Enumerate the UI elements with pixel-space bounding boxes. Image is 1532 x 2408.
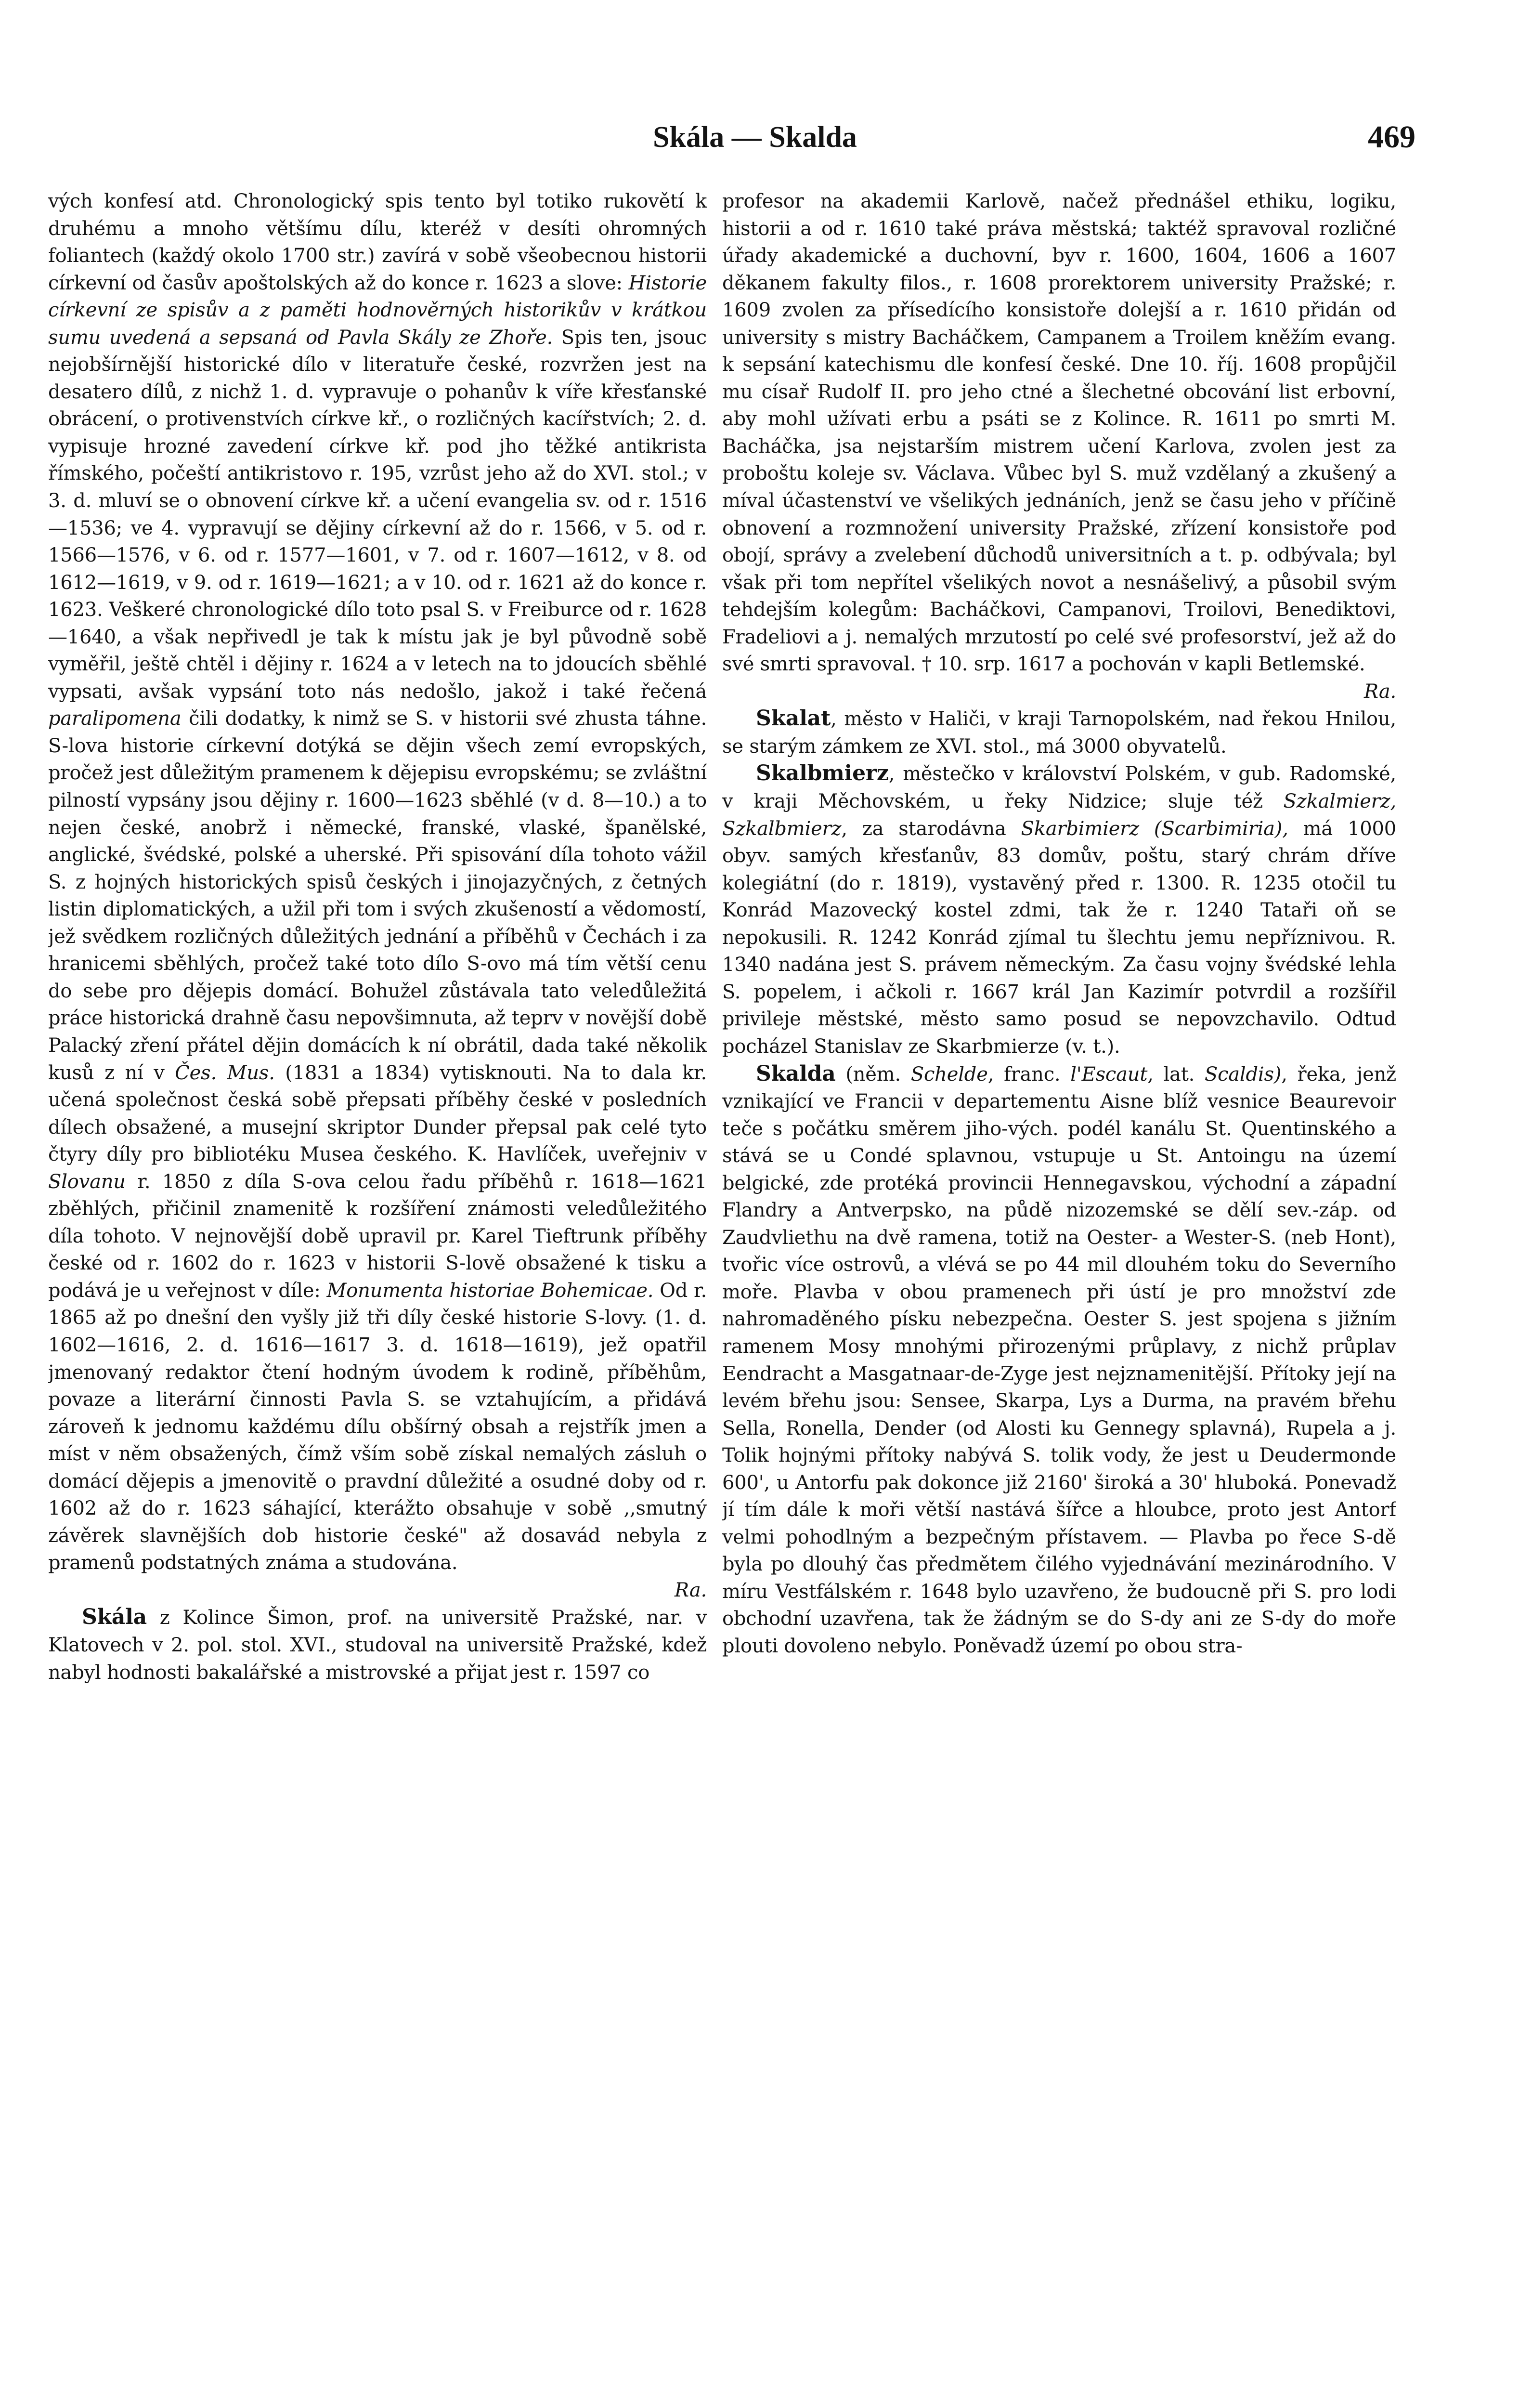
entry-skala-simon (48, 1604, 707, 1686)
italic-title: Monumenta historiae Bohemicae. (326, 1279, 654, 1302)
text-run: , městečko v království Polském, v gub. Radomské, v kraji Měchovském, u řeky Nidzice; sluje též (722, 763, 1396, 813)
text-run: čili dodatky, k nimž se S. v historii své zhusta táhne. S-lova historie církevní dotýká se dějin všech zemí evropských, pročež jest důležitým pramenem k dějepisu evropskému; se zvláštní pilností vypsány jsou dějiny r. 1600—1623 sběhlé (v d. 8—10.) a to nejen české, anobrž i německé, franské, vlaské, španělské, anglické, švédské, polské a uherské. Při spisování díla tohoto vážil S. z hojných historických spisů českých i jinojazyčných, z četných listin diplomatických, a užil při tom i svých zkušeností a vědomostí, jež svědkem rozličných důležitých jednání a příběhů v Čechách i za hranicemi sběhlých, pročež také toto dílo S-ovo má tím větší cenu do sebe pro dějepis domácí. Bohužel zůstávala tato veledůležitá práce historická drahně času nepovšimnuta, až teprv v novější době Palacký zření přátel dějin domácích k ní obrátil, dada také několik kusů z ní v (48, 707, 707, 1084)
italic-term: Szkalmierz, Szkalbmierz (722, 790, 1396, 840)
text-run: , řeka, jenž vznikající ve Francii v departementu Aisne blíž vesnice Beaurevoir teče s počátku směrem jiho-vých. podél kanálu St. Quentinského a stává se u Condé splavnou, vstupuje u St. Antoingu na území belgické, zde protéká provincii Hennegavskou, východní a západní Flandry a Antverpsko, na půdě nizozemské se dělí sev.-záp. od Zaudvliethu na dvě ramena, totiž na Oester- a Wester-S. (neb Hont), tvořic více ostrovů, a vlévá se po 44 mil dlouhém toku do Severního moře. Plavba v obou pramenech při ústí je pro množství zde nahromaděného písku nebezpečna. Oester S. jest spojena s jižním ramenem Mosy mnohými přirozenými průplavy, z nichž průplav Eendracht a Masgatnaar-de-Zyge jest nejznamenitější. Přítoky její na levém břehu jsou: Sensee, Skarpa, Lys a Durma, na pravém břehu Sella, Ronella, Dender (od Alosti ku Gennegy splavná), Rupela a j. Tolik hojnými přítoky nabývá S. tolik vody, že jest u Deudermonde 600', u Antorfu pak dokonce již 2160' široká a 30' hluboká. Ponevadž jí tím dále k moři větší nastává šířce a hloubce, proto jest Antorf velmi pohodlným a bezpečným přístavem. — Plavba po řece S-dě byla po dlouhý čas předmětem čilého vyjednávání mezinárodního. V míru Vestfálském r. 1648 bylo uzavřeno, že budoucně při S. pro lodi obchodní uzavřena, tak že žádným se do S-dy ani ze S-dy do moře plouti dovoleno nebylo. Poněvadž území po obou stra- (722, 1063, 1396, 1657)
entry-skala-simon-continued (722, 188, 1396, 705)
italic-term: Scaldis) (1204, 1063, 1282, 1086)
text-run: Od r. 1865 až po dnešní den vyšly již tři díly české historie S-lovy. (1. d. 1602—1616, 2. d. 1616—1617 3. d. 1618—1619), jež opatřil jmenovaný redaktor čtení hodným úvodem k rodině, příběhům, povaze a literární činnosti Pavla S. se vztahujícím, a přidává zároveň k jednomu každému dílu obšírný obsah a rejstřík jmen a míst v něm obsažených, čímž vším sobě získal nemalých zásluh o domácí dějepis a jmenovitě o pravdní důležité a osudné doby od r. 1602 až do r. 1623 sáhající, kterážto obsahuje v sobě ,,smutný závěrek slavnějších dob historie české" až dosavád nebyla z pramenů podstatných známa a studována. (48, 1279, 707, 1574)
italic-term: l'Escaut (1070, 1063, 1148, 1086)
italic-term: Schelde (910, 1063, 988, 1086)
right-column (722, 188, 1396, 2408)
left-column (48, 188, 707, 2408)
entry-headword: Skála (82, 1605, 147, 1630)
entry-skalda (722, 1060, 1396, 1660)
italic-term: Skarbimierz (Scarbimiria), (1021, 817, 1288, 840)
page-header (0, 118, 1532, 171)
entry-headword: Skalbmierz (756, 761, 889, 786)
text-run: (něm. (835, 1063, 911, 1086)
entry-skalat (722, 705, 1396, 760)
text-run: má 1000 obyv. samých křesťanův, 83 domův, poštu, starý chrám dříve kolegiátní (do r. 1819), vystavěný před r. 1300. R. 1235 otočil tu Konrád Mazovecký kostel zdmi, tak že r. 1240 Tataři oň se nepokusili. R. 1242 Konrád zjímal tu šlechtu jemu nepříznivou. R. 1340 nadána jest S. právem německým. Za času vojny švédské lehla S. popelem, i ačkoli r. 1667 král Jan Kazimír potvrdil a rozšířil privileje městské, město samo posud se nepovzchavilo. Odtud pocházel Stanislav ze Skarbmierze (v. t.). (722, 817, 1396, 1058)
entry-headword: Skalat (756, 706, 831, 731)
italic-term: paralipomena (48, 707, 182, 730)
author-signature: Ra. (1364, 680, 1396, 703)
text-run: (1831 a 1834) vytisknouti. Na to dala kr. učená společnost česká sobě přepsati příběhy české v posledních dílech obsažené, a musejní skriptor Dunder přepsal pak celé tyto čtyry díly pro bibliotéku Musea českého. K. Havlíček, uveřejniv v (48, 1061, 707, 1166)
author-signature: Ra. (675, 1579, 707, 1601)
italic-journal: Slovanu (48, 1170, 126, 1193)
text-run: z Kolince Šimon, prof. na universitě Pražské, nar. v Klatovech v 2. pol. stol. XVI., studoval na universitě Pražské, kdež nabyl hodnosti bakalářské a mistrovské a přijat jest r. 1597 co (48, 1607, 707, 1684)
entry-skalbmierz (722, 760, 1396, 1060)
italic-title: Historie církevní ze spisův a z paměti hodnověrných historikův v krátkou sumu uvedená a sepsaná od Pavla Skály ze Zhoře. (48, 272, 707, 349)
italic-journal: Čes. Mus. (175, 1061, 275, 1084)
text-run: , franc. (987, 1063, 1071, 1086)
text-run: , za starodávna (841, 817, 1021, 840)
text-run: Spis ten, jsouc nejobšírnější historické dílo v literatuře české, rozvržen jest na desatero dílů, z nichž 1. d. vypravuje o pohanův k víře křesťanské obrácení, o protivenstvích církve kř., o rozličných kacířstvích; 2. d. vypisuje hrozné zavedení církve kř. pod jho těžké antikrista římského, počeští antikristovo r. 195, vzrůst jeho až do XVI. stol.; v 3. d. mluví se o obnovení církve kř. a učení evangelia sv. od r. 1516—1536; ve 4. vypravují se dějiny církevní až do r. 1566, v 5. od r. 1566—1576, v 6. od r. 1577—1601, v 7. od r. 1607—1612, v 8. od 1612—1619, v 9. od r. 1619—1621; a v 10. od r. 1621 až do konce r. 1623. Veškeré chronologické dílo toto psal S. v Freiburce od r. 1628—1640, a však nepřivedl je tak k místu jak je byl původně sobě vyměřil, ještě chtěl i dějiny r. 1624 a v letech na to jdoucích sběhlé vypsati, avšak vypsání toto nás nedošlo, jakož i také řečená (48, 326, 707, 703)
running-title: Skála — Skalda (653, 121, 857, 154)
entry-skala-pavel-continued (48, 188, 707, 1604)
text-run: profesor na akademii Karlově, načež přednášel ethiku, logiku, historii a od r. 1610 také práva městská; taktéž spravoval rozličné úřady akademické a duchovní, byv r. 1600, 1604, 1606 a 1607 děkanem fakulty filos., r. 1608 prorektorem university Pražské; r. 1609 zvolen za přísedícího konsistoře dolejší a r. 1610 přidán od university s mistry Bacháčkem, Campanem a Troilem kněžím evang. k sepsání katechismu dle konfesí české. Dne 10. říj. 1608 propůjčil mu císař Rudolf II. pro jeho ctné a šlechetné obcování list erbovní, aby mohl užívati erbu a psáti se z Kolince. R. 1611 po smrti M. Bacháčka, jsa nejstarším mistrem učení Karlova, zvolen jest za proboštu koleje sv. Václava. Vůbec byl S. muž vzdělaný a zkušený a míval účastenství ve všelikých jednáních, jenž se času jeho v příčině obnovení a rozmnožení university Pražské, zřízení konsistoře pod obojí, správy a zvelebení důchodů universitních a t. p. odbývala; byl však při tom nepřítel všelikých novot a nesnášelivý, a působil svým tehdejším kolegům: Bacháčkovi, Campanovi, Troilovi, Benediktovi, Fradeliovi a j. nemalých mrzutostí po celé své profesorství, jež až do své smrti spravoval. † 10. srp. 1617 a pochován v kapli Betlemské. (722, 190, 1396, 676)
text-run: vých konfesí atd. Chronologický spis tento byl totiko rukovětí k druhému a mnoho většímu dílu, kteréž v desíti ohromných foliantech (každý okolo 1700 str.) zavírá v sobě všeobecnou historii církevní od časův apoštolských až do konce r. 1623 a slove: (48, 190, 707, 294)
entry-headword: Skalda (756, 1061, 836, 1086)
text-run: r. 1850 z díla S-ova celou řadu příběhů r. 1618—1621 zběhlých, přičinil znamenitě k rozšíření známosti veledůležitého díla tohoto. V nejnovější době upravil pr. Karel Tieftrunk příběhy české od r. 1602 do r. 1623 v historii S-lově obsažené k tisku a podává je u veřejnost v díle: (48, 1170, 707, 1302)
text-run: , lat. (1147, 1063, 1205, 1086)
page-number: 469 (1368, 119, 1415, 155)
text-run: , město v Haliči, v kraji Tarnopolském, nad řekou Hnilou, se starým zámkem ze XVI. stol., má 3000 obyvatelů. (722, 708, 1396, 758)
